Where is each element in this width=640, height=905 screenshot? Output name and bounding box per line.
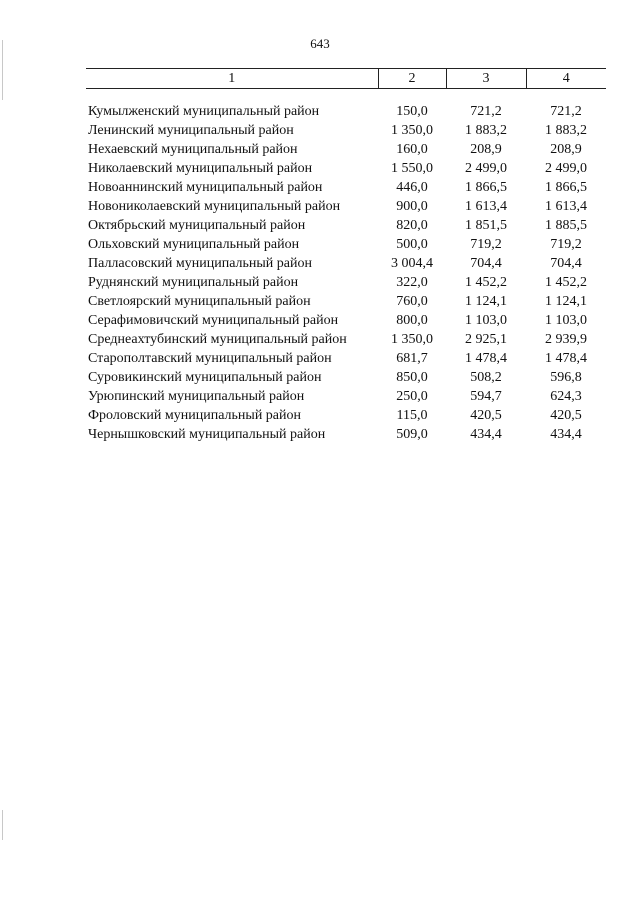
column-3-value: 1 478,4 bbox=[465, 351, 507, 366]
table-row bbox=[86, 387, 606, 406]
column-4-value: 1 885,5 bbox=[545, 218, 587, 233]
column-2-value: 850,0 bbox=[396, 370, 428, 385]
district-name-cell: Серафимовичский муниципальный район bbox=[88, 313, 339, 328]
column-2-value: 322,0 bbox=[396, 275, 428, 290]
column-2-value: 160,0 bbox=[396, 142, 428, 157]
column-4-value: 1 613,4 bbox=[545, 199, 587, 214]
column-3-value: 420,5 bbox=[470, 408, 502, 423]
district-name-cell: Старополтавский муниципальный район bbox=[88, 351, 332, 366]
district-name-cell: Ольховский муниципальный район bbox=[88, 237, 300, 252]
column-3-value: 508,2 bbox=[470, 370, 502, 385]
column-2-value: 1 350,0 bbox=[391, 123, 433, 138]
column-2-value: 250,0 bbox=[396, 389, 428, 404]
column-4-value: 719,2 bbox=[550, 237, 582, 252]
column-2-value: 800,0 bbox=[396, 313, 428, 328]
column-4-value: 420,5 bbox=[550, 408, 582, 423]
district-name-cell: Палласовский муниципальный район bbox=[88, 256, 312, 271]
district-name-cell: Среднеахтубинский муниципальный район bbox=[88, 332, 347, 347]
district-name-cell: Чернышковский муниципальный район bbox=[88, 427, 326, 442]
table-row bbox=[86, 311, 606, 330]
table-row bbox=[86, 254, 606, 273]
column-4-value: 721,2 bbox=[550, 104, 582, 119]
table-row bbox=[86, 406, 606, 425]
scan-edge-line bbox=[2, 810, 3, 840]
column-3-value: 1 103,0 bbox=[465, 313, 507, 328]
column-4-value: 434,4 bbox=[550, 427, 582, 442]
column-2-value: 1 350,0 bbox=[391, 332, 433, 347]
table-row bbox=[86, 235, 606, 254]
table-row bbox=[86, 425, 606, 444]
district-name-cell: Нехаевский муниципальный район bbox=[88, 142, 298, 157]
table-row bbox=[86, 349, 606, 368]
column-header: 1 bbox=[86, 69, 378, 89]
column-2-value: 1 550,0 bbox=[391, 161, 433, 176]
column-header: 4 bbox=[526, 69, 606, 89]
table-row bbox=[86, 121, 606, 140]
column-2-value: 150,0 bbox=[396, 104, 428, 119]
column-4-value: 596,8 bbox=[550, 370, 582, 385]
table-body bbox=[86, 89, 606, 445]
district-name-cell: Новоаннинский муниципальный район bbox=[88, 180, 323, 195]
column-3-value: 2 499,0 bbox=[465, 161, 507, 176]
column-2-value: 509,0 bbox=[396, 427, 428, 442]
table-row bbox=[86, 102, 606, 121]
column-3-value: 1 452,2 bbox=[465, 275, 507, 290]
column-4-value: 2 499,0 bbox=[545, 161, 587, 176]
column-header: 2 bbox=[378, 69, 446, 89]
page-number: 643 bbox=[310, 36, 330, 51]
district-name-cell: Руднянский муниципальный район bbox=[88, 275, 299, 290]
district-name-cell: Новониколаевский муниципальный район bbox=[88, 199, 341, 214]
column-3-value: 1 613,4 bbox=[465, 199, 507, 214]
district-name-cell: Ленинский муниципальный район bbox=[88, 123, 294, 138]
column-4-value: 1 452,2 bbox=[545, 275, 587, 290]
column-3-value: 434,4 bbox=[470, 427, 502, 442]
column-3-value: 1 883,2 bbox=[465, 123, 507, 138]
district-name-cell: Октябрьский муниципальный район bbox=[88, 218, 306, 233]
column-3-value: 1 124,1 bbox=[465, 294, 507, 309]
table-row bbox=[86, 292, 606, 311]
table-row bbox=[86, 140, 606, 159]
column-4-value: 2 939,9 bbox=[545, 332, 587, 347]
column-3-value: 1 851,5 bbox=[465, 218, 507, 233]
column-3-value: 1 866,5 bbox=[465, 180, 507, 195]
district-name-cell: Урюпинский муниципальный район bbox=[88, 389, 305, 404]
table-row bbox=[86, 178, 606, 197]
data-table bbox=[86, 68, 606, 444]
column-2-value: 500,0 bbox=[396, 237, 428, 252]
table-row bbox=[86, 216, 606, 235]
table-row bbox=[86, 159, 606, 178]
column-2-value: 115,0 bbox=[396, 408, 428, 423]
table-row bbox=[86, 368, 606, 387]
table-spacer bbox=[86, 89, 606, 103]
table-header-row bbox=[86, 69, 606, 89]
column-3-value: 721,2 bbox=[470, 104, 502, 119]
column-4-value: 208,9 bbox=[550, 142, 582, 157]
column-4-value: 624,3 bbox=[550, 389, 582, 404]
district-name-cell: Фроловский муниципальный район bbox=[88, 408, 302, 423]
column-4-value: 1 866,5 bbox=[545, 180, 587, 195]
table-row bbox=[86, 273, 606, 292]
column-4-value: 1 103,0 bbox=[545, 313, 587, 328]
column-4-value: 704,4 bbox=[550, 256, 582, 271]
column-2-value: 3 004,4 bbox=[391, 256, 433, 271]
district-name-cell: Светлоярский муниципальный район bbox=[88, 294, 311, 309]
column-header: 3 bbox=[446, 69, 526, 89]
district-name-cell: Суровикинский муниципальный район bbox=[88, 370, 322, 385]
table-row bbox=[86, 197, 606, 216]
column-2-value: 760,0 bbox=[396, 294, 428, 309]
column-4-value: 1 124,1 bbox=[545, 294, 587, 309]
district-name-cell: Николаевский муниципальный район bbox=[88, 161, 313, 176]
column-2-value: 900,0 bbox=[396, 199, 428, 214]
column-3-value: 2 925,1 bbox=[465, 332, 507, 347]
column-3-value: 208,9 bbox=[470, 142, 502, 157]
column-3-value: 594,7 bbox=[470, 389, 502, 404]
column-3-value: 719,2 bbox=[470, 237, 502, 252]
column-2-value: 820,0 bbox=[396, 218, 428, 233]
column-3-value: 704,4 bbox=[470, 256, 502, 271]
column-4-value: 1 478,4 bbox=[545, 351, 587, 366]
column-2-value: 446,0 bbox=[396, 180, 428, 195]
column-2-value: 681,7 bbox=[396, 351, 428, 366]
district-name-cell: Кумылженский муниципальный район bbox=[88, 104, 320, 119]
table-row bbox=[86, 330, 606, 349]
column-4-value: 1 883,2 bbox=[545, 123, 587, 138]
